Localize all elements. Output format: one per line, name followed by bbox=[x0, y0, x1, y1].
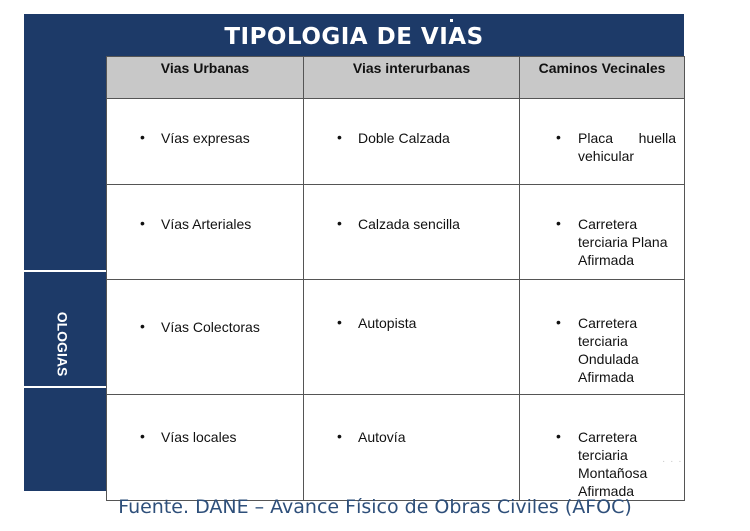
source-caption: Fuente. DANE – Avance Físico de Obras Civiles (AFOC) bbox=[118, 496, 632, 518]
cell-text: Carretera terciaria Ondulada Afirmada bbox=[578, 315, 639, 385]
left-header-corner bbox=[24, 56, 106, 93]
bullet-icon: • bbox=[140, 428, 145, 444]
bullet-icon: • bbox=[556, 215, 561, 231]
header-vias-urbanas: Vias Urbanas bbox=[107, 57, 304, 99]
header-caminos-vecinales: Caminos Vecinales bbox=[520, 57, 685, 99]
cell-text: Vías expresas bbox=[161, 130, 250, 146]
table-row bbox=[107, 185, 685, 280]
cell-text: Carretera terciaria Plana Afirmada bbox=[578, 216, 668, 268]
cell-text: Autovía bbox=[358, 429, 406, 445]
side-label: OLOGIAS bbox=[54, 311, 71, 377]
cell-text: Carretera terciaria Montañosa Afirmada bbox=[578, 429, 648, 499]
table-cell bbox=[107, 185, 304, 280]
rail-divider bbox=[24, 386, 106, 388]
bullet-icon: • bbox=[556, 129, 561, 145]
table-cell bbox=[304, 99, 520, 185]
left-rail bbox=[24, 93, 106, 491]
table-title: TIPOLOGIA DE VIAS bbox=[224, 24, 484, 50]
cell-text: Autopista bbox=[358, 315, 417, 331]
table-cell bbox=[107, 99, 304, 185]
bullet-icon: • bbox=[140, 215, 145, 231]
table-row bbox=[107, 99, 685, 185]
header-row bbox=[107, 57, 685, 99]
header-vias-interurbanas: Vias interurbanas bbox=[304, 57, 520, 99]
cell-text: Calzada sencilla bbox=[358, 216, 460, 232]
bullet-icon: • bbox=[337, 129, 342, 145]
table-row bbox=[107, 280, 685, 395]
bullet-icon: • bbox=[337, 428, 342, 444]
table-title-bar bbox=[24, 14, 684, 56]
table-cell bbox=[304, 395, 520, 501]
cell-text: Vías locales bbox=[161, 429, 237, 445]
rail-divider bbox=[24, 270, 106, 272]
table-cell bbox=[304, 280, 520, 395]
table-cell bbox=[520, 185, 685, 280]
table-cell bbox=[107, 280, 304, 395]
bullet-icon: • bbox=[140, 318, 145, 334]
stray-dot bbox=[450, 19, 453, 22]
faint-artifact: · · · bbox=[662, 456, 683, 467]
cell-text: Vías Arteriales bbox=[161, 216, 252, 232]
cell-text: Placa huella vehicular bbox=[578, 130, 676, 164]
cell-text: Vías Colectoras bbox=[161, 319, 260, 335]
cell-text: Doble Calzada bbox=[358, 130, 450, 146]
bullet-icon: • bbox=[556, 314, 561, 330]
table-cell bbox=[304, 185, 520, 280]
bullet-icon: • bbox=[337, 314, 342, 330]
bullet-icon: • bbox=[140, 129, 145, 145]
table-row bbox=[107, 395, 685, 501]
bullet-icon: • bbox=[556, 428, 561, 444]
bullet-icon: • bbox=[337, 215, 342, 231]
table-cell bbox=[520, 280, 685, 395]
typology-table bbox=[106, 56, 685, 501]
table-cell bbox=[520, 395, 685, 501]
table-cell bbox=[107, 395, 304, 501]
table-cell bbox=[520, 99, 685, 185]
